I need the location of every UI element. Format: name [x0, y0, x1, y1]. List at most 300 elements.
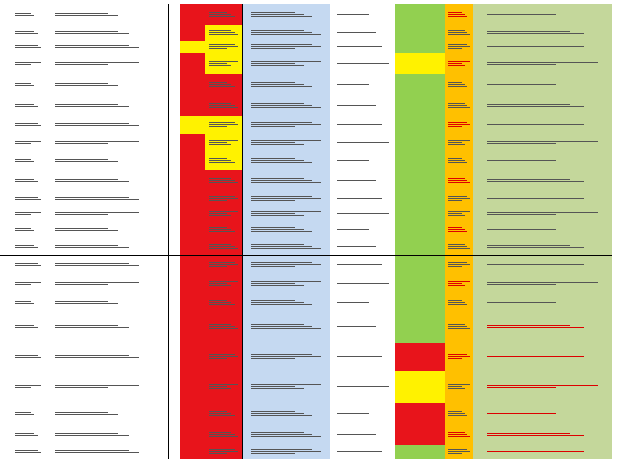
text-line [209, 46, 239, 47]
text-line [15, 452, 41, 453]
text-line [55, 385, 140, 386]
risk-cell [445, 425, 473, 445]
text-line [251, 248, 321, 249]
description-cell [44, 343, 150, 371]
text-line [251, 61, 321, 62]
notes-cell [242, 152, 330, 170]
owner-cell [330, 238, 395, 256]
text-line [209, 231, 235, 232]
table-row [0, 95, 612, 116]
text-line [448, 12, 462, 13]
evaluation-cell [395, 152, 445, 170]
text-line [251, 105, 313, 106]
text-line [15, 303, 34, 304]
text-line [209, 453, 228, 454]
row-id [0, 152, 12, 170]
text-line [487, 46, 584, 47]
column-divider [168, 4, 169, 459]
row-id [0, 273, 12, 295]
notes-cell [242, 25, 330, 41]
text-line [209, 302, 231, 303]
text-line [209, 229, 231, 230]
text-line [251, 12, 295, 13]
description-cell [44, 295, 150, 311]
table-row [0, 295, 612, 311]
text-line [251, 82, 295, 83]
text-line [15, 125, 41, 126]
text-line [209, 246, 235, 247]
text-line [15, 85, 34, 86]
description-cell [44, 238, 150, 256]
text-line [15, 433, 34, 434]
detail-cell [205, 74, 242, 95]
text-line [209, 283, 228, 284]
text-line [251, 178, 304, 179]
row-id [0, 53, 12, 74]
detail-cell [205, 192, 242, 206]
text-line [251, 302, 304, 303]
text-line [55, 412, 108, 413]
text-line [251, 44, 313, 45]
text-line [448, 198, 470, 199]
text-line [487, 385, 598, 386]
risk-cell [445, 116, 473, 134]
text-line [55, 123, 129, 124]
text-line [251, 281, 321, 282]
text-line [251, 356, 321, 357]
text-line [487, 356, 584, 357]
text-line [209, 30, 231, 31]
evaluation-cell [395, 343, 445, 371]
text-line [209, 328, 239, 329]
text-line [448, 356, 470, 357]
text-line [55, 159, 108, 160]
text-line [15, 199, 41, 200]
description-cell [44, 425, 150, 445]
text-line [15, 104, 34, 105]
text-line [448, 124, 470, 125]
text-line [448, 415, 468, 416]
row-id [0, 238, 12, 256]
row-id [0, 222, 12, 238]
text-line [209, 180, 235, 181]
text-line [251, 285, 304, 286]
text-line [448, 411, 462, 412]
evaluation-cell [395, 256, 445, 273]
detail-cell [205, 445, 242, 459]
text-line [15, 414, 34, 415]
section-divider [0, 255, 612, 256]
owner-cell [330, 170, 395, 192]
row-id [0, 425, 12, 445]
text-line [251, 198, 321, 199]
text-line [251, 215, 304, 216]
row-id [0, 192, 12, 206]
text-line [487, 284, 557, 285]
risk-cell [445, 256, 473, 273]
description-cell [44, 170, 150, 192]
owner-cell [330, 4, 395, 25]
text-line [337, 213, 389, 214]
text-line [15, 245, 34, 246]
text-line [487, 325, 570, 326]
text-line [209, 436, 239, 437]
comment-cell [473, 41, 612, 53]
row-id [0, 170, 12, 192]
evaluation-cell [395, 403, 445, 425]
text-line [15, 228, 31, 229]
text-line [448, 326, 468, 327]
text-line [209, 432, 231, 433]
detail-cell [205, 311, 242, 343]
description-cell [44, 273, 150, 295]
owner-cell [330, 425, 395, 445]
text-line [251, 227, 295, 228]
text-line [487, 141, 598, 142]
detail-cell [205, 295, 242, 311]
text-line [209, 248, 239, 249]
description-cell [44, 41, 150, 53]
status-cell [180, 134, 205, 152]
text-line [251, 84, 304, 85]
text-line [251, 324, 304, 325]
text-line [209, 107, 239, 108]
text-line [209, 142, 228, 143]
notes-cell [242, 403, 330, 425]
detail-cell [205, 238, 242, 256]
text-line [251, 48, 295, 49]
text-line [55, 31, 119, 32]
text-line [15, 143, 31, 144]
text-line [448, 178, 465, 179]
owner-cell [330, 222, 395, 238]
description-cell [44, 311, 150, 343]
text-line [448, 160, 465, 161]
text-line [55, 433, 119, 434]
text-line [487, 433, 570, 434]
row-id [0, 371, 12, 403]
text-line [487, 160, 557, 161]
text-line [448, 182, 470, 183]
text-line [209, 82, 228, 83]
risk-cell [445, 170, 473, 192]
text-line [15, 282, 41, 283]
text-line [251, 211, 321, 212]
category-cell [12, 74, 44, 95]
text-line [448, 300, 462, 301]
text-line [487, 264, 584, 265]
text-line [251, 144, 304, 145]
text-line [15, 159, 31, 160]
text-line [251, 328, 321, 329]
text-line [55, 245, 119, 246]
text-line [251, 16, 313, 17]
text-line [251, 182, 321, 183]
category-cell [12, 273, 44, 295]
status-cell [180, 371, 205, 403]
text-line [55, 327, 129, 328]
text-line [448, 46, 470, 47]
text-line [55, 197, 129, 198]
row-id [0, 25, 12, 41]
text-line [251, 411, 295, 412]
text-line [209, 16, 235, 17]
owner-cell [330, 134, 395, 152]
risk-cell [445, 25, 473, 41]
text-line [15, 13, 31, 14]
comment-cell [473, 343, 612, 371]
text-line [448, 30, 465, 31]
description-cell [44, 192, 150, 206]
risk-cell [445, 403, 473, 425]
text-line [448, 302, 465, 303]
table-row [0, 311, 612, 343]
owner-cell [330, 152, 395, 170]
text-line [209, 122, 235, 123]
owner-cell [330, 116, 395, 134]
table-row [0, 4, 612, 25]
category-cell [12, 4, 44, 25]
text-line [209, 211, 239, 212]
text-line [209, 182, 239, 183]
text-line [209, 63, 228, 64]
text-line [209, 215, 231, 216]
category-cell [12, 206, 44, 222]
risk-cell [445, 134, 473, 152]
text-line [55, 435, 129, 436]
comment-cell [473, 74, 612, 95]
text-line [448, 142, 462, 143]
text-line [487, 198, 584, 199]
text-line [251, 449, 313, 450]
comment-cell [473, 371, 612, 403]
status-cell [180, 25, 205, 41]
text-line [251, 160, 304, 161]
text-line [209, 384, 239, 385]
detail-cell [205, 116, 242, 134]
text-line [55, 414, 119, 415]
notes-cell [242, 192, 330, 206]
text-line [487, 212, 598, 213]
table-row [0, 206, 612, 222]
comment-cell [473, 256, 612, 273]
evaluation-cell [395, 53, 445, 74]
comment-cell [473, 273, 612, 295]
table-row [0, 425, 612, 445]
text-line [448, 304, 468, 305]
text-line [209, 65, 231, 66]
text-line [487, 62, 598, 63]
text-line [15, 435, 37, 436]
text-line [448, 211, 470, 212]
text-line [448, 215, 465, 216]
row-id [0, 134, 12, 152]
text-line [209, 356, 239, 357]
notes-cell [242, 311, 330, 343]
text-line [448, 281, 470, 282]
description-cell [44, 256, 150, 273]
table-row [0, 74, 612, 95]
text-line [448, 434, 468, 435]
risk-cell [445, 445, 473, 459]
category-cell [12, 41, 44, 53]
text-line [337, 413, 370, 414]
text-line [251, 213, 295, 214]
text-line [251, 415, 313, 416]
text-line [487, 143, 557, 144]
risk-cell [445, 343, 473, 371]
text-line [337, 326, 376, 327]
text-line [448, 105, 468, 106]
owner-cell [330, 206, 395, 222]
risk-cell [445, 4, 473, 25]
description-cell [44, 4, 150, 25]
text-line [251, 354, 313, 355]
table-row [0, 371, 612, 403]
text-line [448, 144, 465, 145]
text-line [251, 264, 321, 265]
text-line [15, 45, 37, 46]
owner-cell [330, 25, 395, 41]
description-cell [44, 445, 150, 459]
evaluation-cell [395, 134, 445, 152]
detail-cell [205, 53, 242, 74]
text-line [448, 140, 470, 141]
notes-cell [242, 256, 330, 273]
comment-cell [473, 425, 612, 445]
category-cell [12, 371, 44, 403]
text-line [251, 244, 304, 245]
text-line [251, 413, 304, 414]
text-line [209, 354, 235, 355]
text-line [251, 124, 321, 125]
text-line [337, 386, 389, 387]
text-line [448, 285, 465, 286]
table-row [0, 445, 612, 459]
comment-cell [473, 222, 612, 238]
text-line [15, 284, 31, 285]
text-line [337, 302, 370, 303]
text-line [337, 180, 376, 181]
text-line [209, 281, 239, 282]
text-line [337, 356, 383, 357]
text-line [15, 64, 31, 65]
text-line [55, 357, 140, 358]
category-cell [12, 403, 44, 425]
text-line [448, 413, 465, 414]
text-line [487, 214, 557, 215]
status-cell [180, 445, 205, 459]
category-cell [12, 95, 44, 116]
text-line [251, 86, 313, 87]
text-line [448, 32, 468, 33]
text-line [15, 357, 41, 358]
status-cell [180, 152, 205, 170]
text-line [209, 300, 228, 301]
status-cell [180, 53, 205, 74]
detail-cell [205, 134, 242, 152]
text-line [15, 15, 34, 16]
owner-cell [330, 445, 395, 459]
text-line [209, 12, 228, 13]
table-row [0, 25, 612, 41]
text-line [209, 413, 231, 414]
text-line [448, 283, 462, 284]
text-line [209, 262, 235, 263]
risk-cell [445, 206, 473, 222]
status-cell [180, 238, 205, 256]
category-cell [12, 238, 44, 256]
notes-cell [242, 295, 330, 311]
detail-cell [205, 41, 242, 53]
text-line [55, 325, 119, 326]
status-cell [180, 95, 205, 116]
text-line [337, 63, 389, 64]
text-line [251, 196, 313, 197]
row-id [0, 41, 12, 53]
category-cell [12, 116, 44, 134]
description-cell [44, 206, 150, 222]
row-id [0, 311, 12, 343]
text-line [15, 450, 37, 451]
text-line [487, 124, 584, 125]
text-line [251, 453, 295, 454]
text-line [448, 103, 465, 104]
text-line [55, 452, 140, 453]
comment-cell [473, 116, 612, 134]
text-line [448, 196, 468, 197]
text-line [209, 415, 235, 416]
text-line [209, 434, 235, 435]
text-line [15, 62, 41, 63]
text-line [251, 300, 295, 301]
category-cell [12, 134, 44, 152]
text-line [55, 247, 129, 248]
text-line [209, 304, 235, 305]
comment-cell [473, 53, 612, 74]
text-line [251, 432, 304, 433]
category-cell [12, 192, 44, 206]
text-line [448, 432, 465, 433]
text-line [337, 142, 389, 143]
text-line [209, 14, 231, 15]
text-line [55, 85, 119, 86]
text-line [209, 34, 239, 35]
notes-cell [242, 116, 330, 134]
owner-cell [330, 343, 395, 371]
text-line [251, 283, 295, 284]
text-line [15, 106, 37, 107]
detail-cell [205, 25, 242, 41]
status-cell [180, 41, 205, 53]
text-line [209, 162, 235, 163]
text-line [55, 301, 108, 302]
risk-cell [445, 371, 473, 403]
text-line [448, 384, 470, 385]
category-cell [12, 256, 44, 273]
text-line [251, 386, 295, 387]
evaluation-cell [395, 25, 445, 41]
category-cell [12, 152, 44, 170]
risk-cell [445, 74, 473, 95]
text-line [448, 84, 465, 85]
detail-cell [205, 371, 242, 403]
text-line [448, 262, 468, 263]
text-line [251, 65, 304, 66]
text-line [251, 158, 295, 159]
text-line [487, 387, 557, 388]
text-line [448, 324, 465, 325]
